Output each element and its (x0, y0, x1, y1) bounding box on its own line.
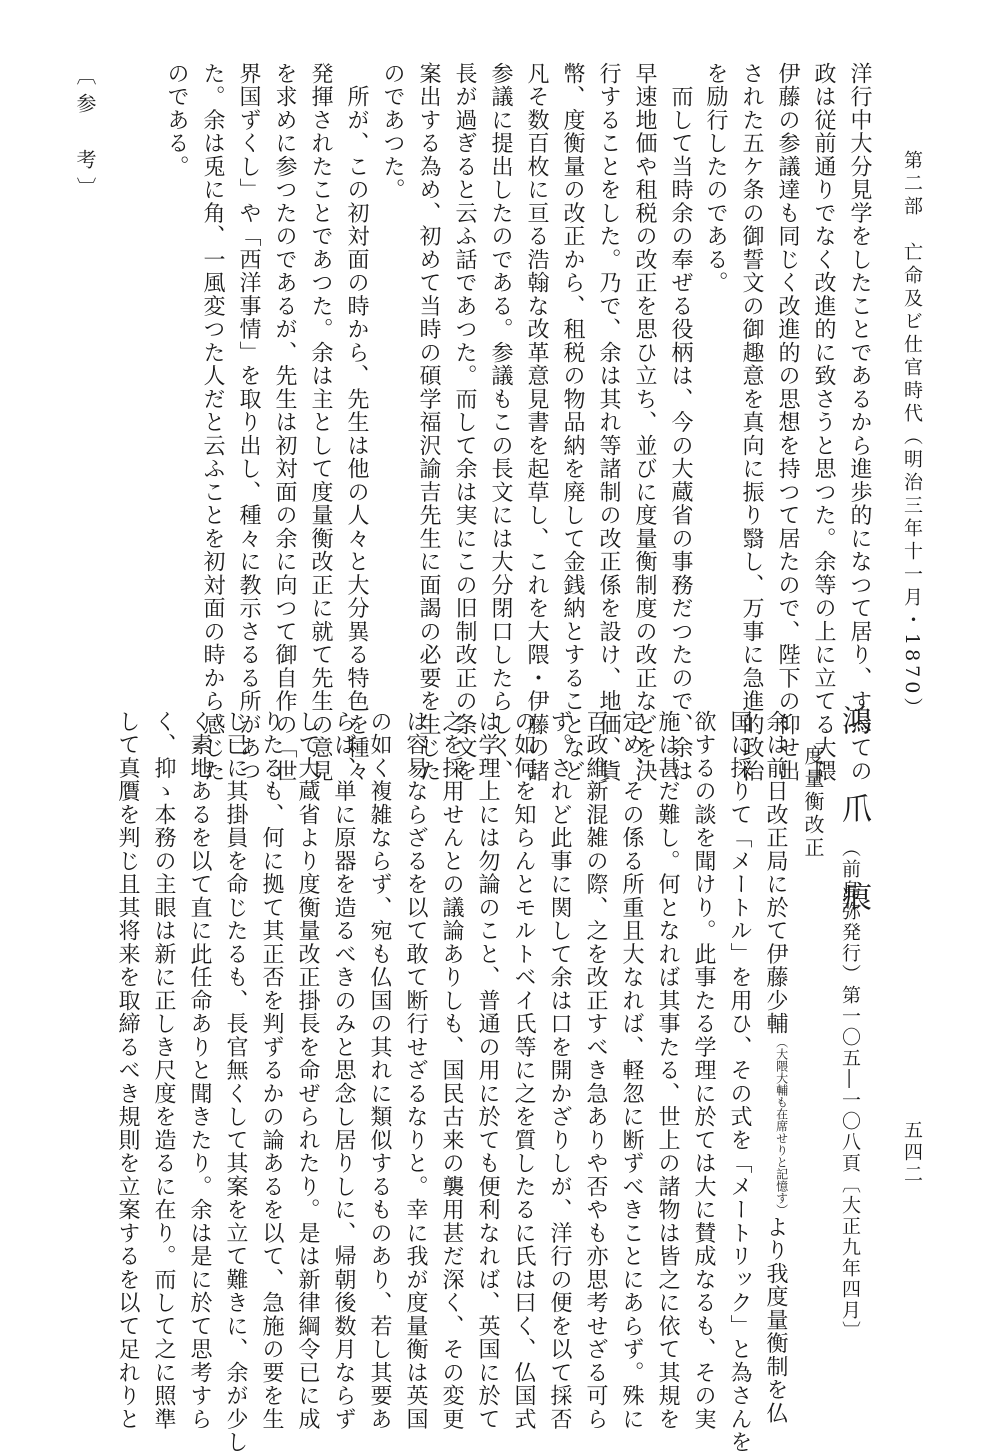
bottom-text-column: らば、単に原器を造るべきのみと思念し居りしに、帰朝後数月ならず (331, 710, 356, 1431)
bottom-text-column: は学理上には勿論のこと、普通の用に於ても便利なれば、英国に於て (475, 710, 500, 1431)
section-title: 鴻 爪 痕 (836, 705, 871, 925)
sub-heading: 度量衡改正 (801, 745, 825, 860)
top-text-column: を励行したのである。 (703, 62, 728, 295)
first-line-after: より我度量衡制を仏 (763, 1215, 788, 1425)
top-text-column: のであつた。 (380, 62, 405, 202)
inline-note: （大隈大輔も在席せりと記憶す） (774, 1035, 789, 1216)
bottom-text-column: く、抑ゝ本務の主眼は新に正しき尺度を造るに在り。而して之に照準 (151, 710, 176, 1431)
running-head: 第二部 亡命及ビ仕官時代（明治三年十一月・1870） (901, 150, 923, 721)
top-text-column: 参議に提出したのである。参議もこの長文には大分閉口したらしく、 (488, 62, 513, 783)
top-text-column: を求めに参つたのであるが、先生は初対面の余に向つて御自作の「世 (272, 62, 297, 783)
top-text-column: 発揮されたことであつた。余は主として度量衡改正に就て先生の意見 (308, 62, 333, 783)
bottom-text-column: 国に採りて「メートル」を用ひ、その式を「メートリック」と為さんを (727, 710, 752, 1454)
top-text-column: 案出する為め、初めて当時の碩学福沢諭吉先生に面謁の必要を生じた (416, 62, 441, 783)
top-text-column: 早速地価や租税の改正を思ひ立ち、並びに度量衡制度の改正などを決 (632, 62, 657, 783)
top-text-column: のである。 (164, 62, 189, 179)
bottom-text-column: ず。されど此事に関して余は口を開かざりしが、洋行の便を以て採否 (547, 710, 572, 1431)
bottom-text-column: 之を採用せんとの議論ありしも、国民古来の襲用甚だ深く、その変更 (439, 710, 464, 1431)
top-text-column: 而して当時余の奉ぜる役柄は、今の大蔵省の事務だつたので、余は (668, 62, 693, 783)
reference-label: 〔参 考〕 (73, 65, 97, 205)
top-text-column: 長が過ぎると云ふ話であつた。而して余は実にこの旧制改正の条文を (452, 62, 477, 783)
top-text-column: 凡そ数百枚に亘る浩翰な改革意見書を起草し、これを大隈・伊藤の諸 (524, 62, 549, 783)
bottom-text-column-first (763, 710, 789, 1425)
source-citation: （前島弥発行）第一〇五―一〇八頁〔大正九年四月〕 (839, 838, 861, 1342)
top-text-column: 所が、この初対面の時から、先生は他の人々と大分異る特色を種々 (344, 62, 369, 783)
top-text-column: た。余は兎に角、一風変つた人だと云ふことを初対面の時から感じた (200, 62, 225, 783)
bottom-text-column: の如何を知らんとモルトベイ氏等に之を質したるに氏は曰く、仏国式 (511, 710, 536, 1431)
bottom-text-column: 百政維新混雑の際、之を改正すべき急ありや否やも亦思考せざる可ら (583, 710, 608, 1431)
bottom-text-column: 欲するの談を聞けり。此事たる学理に於ては大に賛成なるも、その実 (691, 710, 716, 1431)
top-text-column: 政は従前通りでなく改進的に致さうと思つた。余等の上に立てる大隈 (811, 62, 836, 783)
bottom-text-column: は容易ならざるを以て敢て断行せざるなりと。幸に我が度量衡は英国 (403, 710, 428, 1431)
top-text-column: 伊藤の参議達も同じく改進的の思想を持つて居たので、陛下の仰せ出 (775, 62, 800, 783)
bottom-text-column: りたるも、何に拠て其正否を判ずるかの論あるを以て、急施の要を生 (259, 710, 284, 1431)
page-number: 五四二 (901, 1120, 923, 1186)
bottom-text-column: 施は甚だ難し。何となれば其事たる、世上の諸物は皆之に依て其規を (655, 710, 680, 1431)
top-text-column: 行することをした。乃で、余は其れ等諸制の改正係を設け、地価、貨 (596, 62, 621, 783)
bottom-text-column: じ已に其掛員を命じたるも、長官無くして其案を立て難きに、余が少し (223, 710, 248, 1454)
top-text-column: された五ケ条の御誓文の御趣意を真向に振り翳し、万事に急進的政治 (739, 62, 764, 783)
bottom-text-column: して真贋を判じ且其将来を取締るべき規則を立案するを以て足れりと (115, 710, 140, 1431)
bottom-text-column: して大蔵省より度衡量改正掛長を命ぜられたり。是は新律綱令已に成 (295, 710, 320, 1431)
bottom-text-column: く素地あるを以て直に此任命ありと聞きたり。余は是に於て思考すら (187, 710, 212, 1431)
top-text-column: 幣、度衡量の改正から、租税の物品納を廃して金銭納とすることなど (560, 62, 585, 783)
top-text-column: 洋行中大分見学をしたことであるから進歩的になつて居り、すべての (847, 62, 872, 783)
bottom-text-column: 定め、その係る所重且大なれば、軽忽に断ずべきことにあらず。殊に (619, 710, 644, 1431)
top-text-column: 界国ずくし」や「西洋事情」を取り出し、種々に教示さるる所があつ (236, 62, 261, 783)
first-line-before: 余は前日改正局に於て伊藤少輔 (763, 710, 788, 1036)
bottom-text-column: の如く複雑ならず、宛も仏国の其れに類似するものあり、若し其要あ (367, 710, 392, 1431)
